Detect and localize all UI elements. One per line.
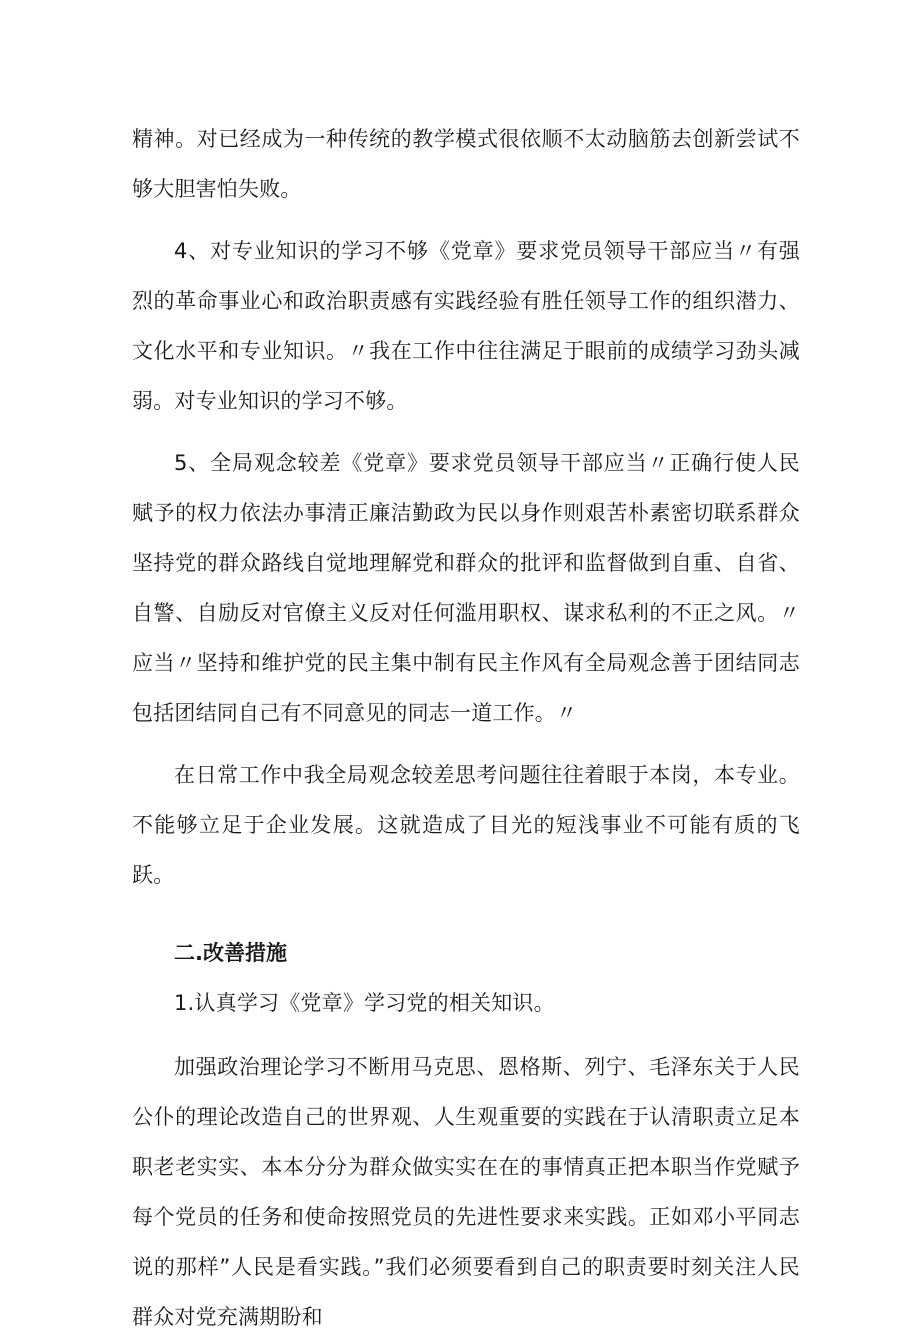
section-heading: 二.改善措施 [174, 941, 287, 965]
paragraph-study: 加强政治理论学习不断用马克思、恩格斯、列宁、毛泽东关于人民公仆的理论改造自己的世界观、人生观重要的实践在于认清职责立足本职老老实实、本本分分为群众做实实在在的事情真正把本职当作党赋予每个党员的任务和使命按照党员的先进性要求来实践。正如邓小平同志说的那样”人民是看实践。”我们必须要看到自己的职责要时刻关注人民群众对党充满期盼和 [132, 1055, 800, 1329]
paragraph-item-4: 4、对专业知识的学习不够《党章》要求党员领导干部应当〃有强烈的革命事业心和政治职责感有实践经验有胜任领导工作的组织潜力、文化水平和专业知识。〃我在工作中往往满足于眼前的成绩学习劲头减弱。对专业知识的学习不够。 [132, 239, 800, 413]
paragraph-daily-work: 在日常工作中我全局观念较差思考问题往往着眼于本岗，本专业。不能够立足于企业发展。这就造成了目光的短浅事业不可能有质的飞跃。 [132, 763, 800, 887]
sub-item-1: 1.认真学习《党章》学习党的相关知识。 [174, 991, 555, 1015]
paragraph-continuation: 精神。对已经成为一种传统的教学模式很依顺不太动脑筋去创新尝试不够大胆害怕失败。 [132, 127, 800, 201]
paragraph-item-5: 5、全局观念较差《党章》要求党员领导干部应当〃正确行使人民赋予的权力依法办事清正廉洁勤政为民以身作则艰苦朴素密切联系群众坚持党的群众路线自觉地理解党和群众的批评和监督做到自重、自省、自警、自励反对官僚主义反对任何滥用职权、谋求私利的不正之风。〃应当〃坚持和维护党的民主集中制有民主作风有全局观念善于团结同志包括团结同自己有不同意见的同志一道工作。〃 [132, 451, 800, 725]
